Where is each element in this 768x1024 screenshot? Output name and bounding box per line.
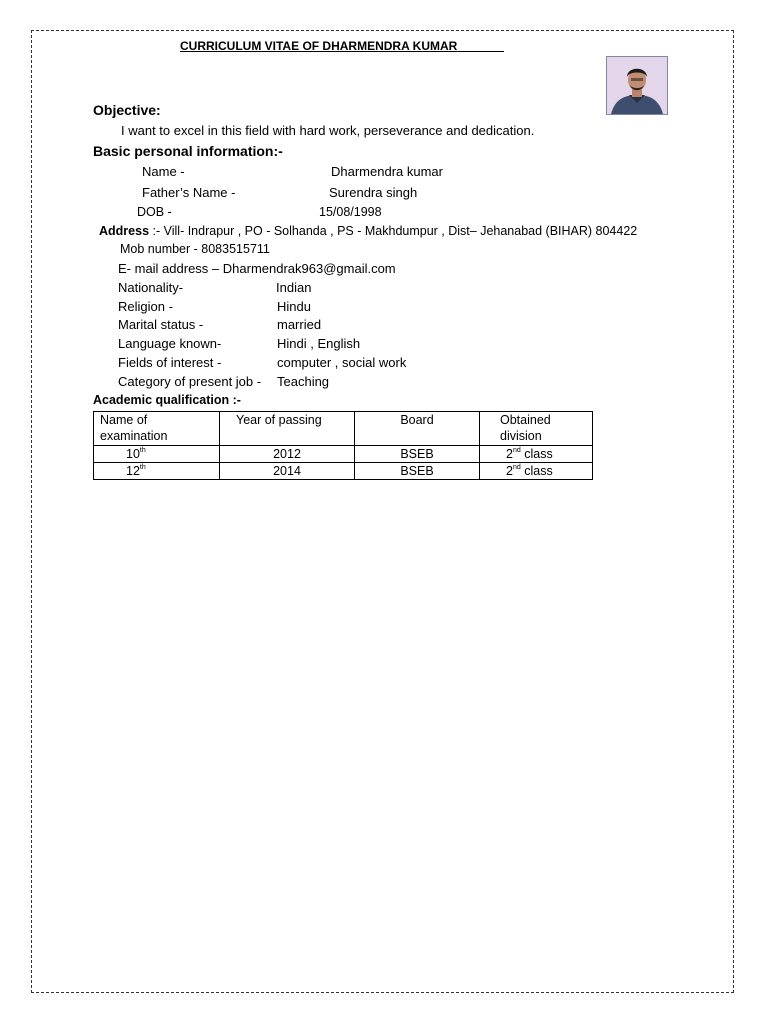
dob-value: 15/08/1998 [319,205,382,219]
cell-exam: 12th [94,463,220,480]
academic-heading: Academic qualification :- [93,393,241,407]
religion-value: Hindu [277,299,311,314]
father-value: Surendra singh [329,185,418,200]
father-label: Father’s Name - [142,185,236,200]
cell-exam: 10th [94,446,220,463]
table-row [94,446,593,463]
nationality-label: Nationality- [118,280,184,295]
address-label: Address [99,224,150,238]
interest-value: computer , social work [277,355,407,370]
profile-photo [606,56,668,115]
religion-label: Religion - [118,299,173,314]
cv-title: CURRICULUM VITAE OF DHARMENDRA KUMAR [180,39,458,53]
cell-division: 2nd class [480,463,593,480]
email-address: E- mail address – Dharmendrak963@gmail.com [118,261,396,276]
header-year: Year of passing [220,412,355,446]
job-label: Category of present job - [118,374,262,389]
cell-year: 2014 [220,463,355,480]
header-exam: Name of examination [94,412,220,446]
cell-board: BSEB [355,446,480,463]
header-board: Board [355,412,480,446]
name-value: Dharmendra kumar [331,164,443,179]
cell-board: BSEB [355,463,480,480]
academic-table [93,411,593,480]
interest-label: Fields of interest - [118,355,222,370]
cell-year: 2012 [220,446,355,463]
objective-heading: Objective: [93,102,161,118]
mobile-number: Mob number - 8083515711 [120,242,270,256]
objective-text: I want to excel in this field with hard work, perseverance and dedication. [121,123,535,138]
name-label: Name - [142,164,185,179]
basic-info-heading: Basic personal information:- [93,143,283,159]
dob-label: DOB - [137,205,172,219]
job-value: Teaching [277,374,330,389]
header-division: Obtained division [480,412,593,446]
language-value: Hindi , English [277,336,361,351]
marital-label: Marital status - [118,317,204,332]
marital-value: married [277,317,322,332]
address-line [99,224,637,238]
cell-division: 2nd class [480,446,593,463]
nationality-value: Indian [276,280,312,295]
table-row [94,463,593,480]
language-label: Language known- [118,336,222,351]
table-header-row [94,412,593,446]
address-value: :- Vill- Indrapur , PO - Solhanda , PS - Makhdumpur , Dist– Jehanabad (BIHAR) 804422 [152,224,638,238]
